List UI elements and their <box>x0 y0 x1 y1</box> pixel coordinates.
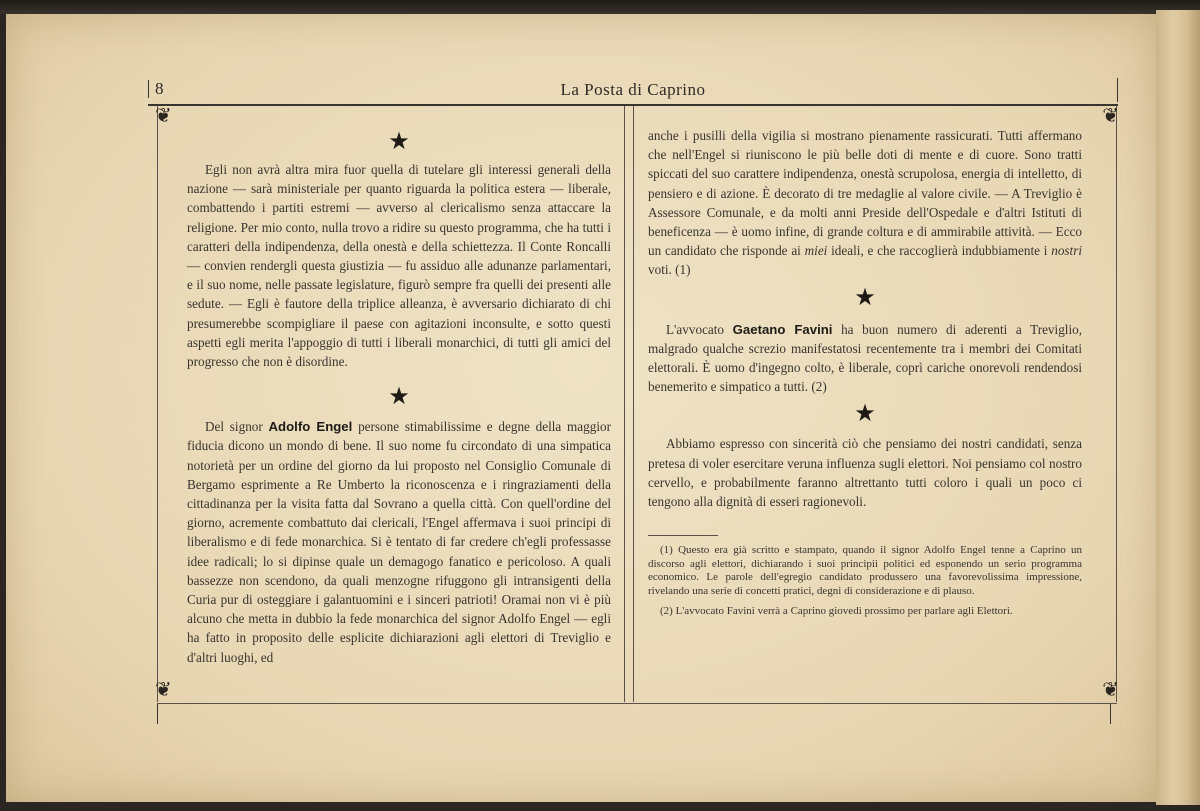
footnote-1: (1) Questo era già scritto e stampato, quando il signor Adolfo Engel tenne a Caprino un discorso agli elettori, dichiarando i suoi principii politici ed esponendo un serio programma economico. Le parole dell'egregio candidato produssero una favorevolissima impressione, rivelando una serie di concetti pratici, degni di considerazione e di plauso. <box>648 544 1082 598</box>
paragraph-engel <box>187 417 611 667</box>
star-separator-icon: ★ <box>854 284 876 311</box>
header-rule-tick <box>1117 78 1118 102</box>
paragraph-engel-continued <box>648 126 1082 280</box>
frame-bottom-rule <box>157 703 1117 704</box>
paragraph-roncalli: Egli non avrà altra mira fuor quella di tutelare gli interessi generali della nazione — sarà ministeriale per quanto riguarda la politica estera — liberale, combattendo i partiti estremi — avverso al clericalismo senza attaccare la religione. Per mio conto, nulla trovo a ridire su questo programma, che ha tutti i caratteri della indipendenza, della onestà e della schiettezza. Il Conte Roncalli — convien rendergli questa giustizia — fu assiduo alle adunanze parlamentari, e il suo nome, nelle passate legislature, figurò sempre fra quelli dei presenti alle sedute. — Egli è fautore della triplice alleanza, è avversario dichiarato di chi presumerebbe scompigliare il paese con agitazioni inconsulte, e sotto questi aspetti egli merita l'appoggio di tutti i liberali monarchici, di tutti gli amici del progresso che non è disordine. <box>187 162 611 370</box>
bottom-rule-tick <box>1110 704 1111 724</box>
text-run: Del signor <box>205 419 269 435</box>
star-separator-icon: ★ <box>388 129 410 155</box>
star-separator-icon: ★ <box>854 401 876 428</box>
column-divider <box>624 106 634 702</box>
candidate-name: Adolfo Engel <box>268 419 353 435</box>
left-column <box>187 106 611 667</box>
footnote-2: (2) L'avvocato Favini verrà a Caprino giovedì prossimo per parlare agli Elettori. <box>660 604 1013 617</box>
text-run: persone stimabilissime e degne della maggior fiducia dicono un mondo di bene. Il suo nome fu circondato di una simpatica notorietà per un ordine del giorno da lui proposto nel Consiglio Comunale di Bergamo esprimente a Re Umberto la riconoscenza e i ringraziamenti della cittadinanza per la visita fatta dal Sovrano a quella città. Con quell'ordine del giorno, acremente combattuto dai clericali, l'Engel affermava i suoi principi di liberalismo e di fede monarchica. Si è tentato di far credere ch'egli professasse idee radicali; lo si dipinse quale un demagogo fanatico e pericoloso. A quali bassezze non scendono, da quali menzogne rifuggono gli intransigenti della Curia pur di osteggiare i galantuomini e i sinceri patrioti! Oramai non vi è più alcuno che metta in dubbio la fede monarchica del signor Adolfo Engel — egli ha fatto in proposito delle esplicite dichiarazioni agli elettori di Treviglio e d'altri luoghi, ed <box>187 419 611 665</box>
bottom-rule-tick <box>157 704 158 724</box>
paragraph-favini <box>648 320 1082 397</box>
page-header <box>148 78 1118 106</box>
paragraph-conclusion: Abbiamo espresso con sincerità ciò che pensiamo dei nostri candidati, senza pretesa di voler esercitare veruna influenza sugli elettori. Noi pensiamo col nostro cervello, e probabilmente faranno altrettanto tutti coloro i quali un poco ci tengono alla dignità di esseri ragionevoli. <box>648 436 1082 510</box>
text-run: anche i pusilli della vigilia si mostrano pienamente rassicurati. Tutti affermano che nell'Engel si riuniscono le più belle doti di mente e di cuore. Sono tratti spiccati del suo carattere indipendenza, onestà scrupolosa, energia di intelletto, di pensiero e di azione. È decorato di tre medaglie al valore civile. — A Treviglio è Assessore Comunale, e da molti anni Preside dell'Ospedale e d'altri Istituti di beneficenza — è uomo infine, di grande coltura e di ammirabile attività. — Ecco un candidato che risponde ai <box>648 128 1082 259</box>
page-number: 8 <box>148 80 164 98</box>
right-column <box>648 106 1082 618</box>
running-title: La Posta di Caprino <box>560 80 706 99</box>
text-frame <box>157 106 1117 708</box>
corner-ornament-icon: ❦ <box>1102 105 1119 127</box>
book-page-edges <box>1156 10 1200 805</box>
footnote-rule <box>648 535 718 536</box>
corner-ornament-icon: ❦ <box>1102 679 1119 701</box>
corner-ornament-icon: ❦ <box>155 105 172 127</box>
frame-right-rule <box>1116 106 1117 702</box>
italic-word: miei <box>804 243 828 259</box>
corner-ornament-icon: ❦ <box>155 679 172 701</box>
text-run: voti. (1) <box>648 262 691 278</box>
star-separator-icon: ★ <box>388 384 410 411</box>
text-run: ha buon numero di aderenti a Treviglio, malgrado qualche screzio manifestatosi recentemente tra i membri dei Comitati elettorali. È uomo d'ingegno colto, è liberale, coprì cariche onorevoli rendendosi benemerito e simpatico a tutti. (2) <box>648 321 1083 395</box>
frame-left-rule <box>157 106 158 702</box>
candidate-name: Gaetano Favini <box>732 321 833 337</box>
book-top-edge <box>0 0 1200 14</box>
text-run: L'avvocato <box>666 321 733 337</box>
italic-word: nostri <box>1051 243 1083 259</box>
text-run: ideali, e che raccoglierà indubbiamente i <box>827 243 1052 259</box>
